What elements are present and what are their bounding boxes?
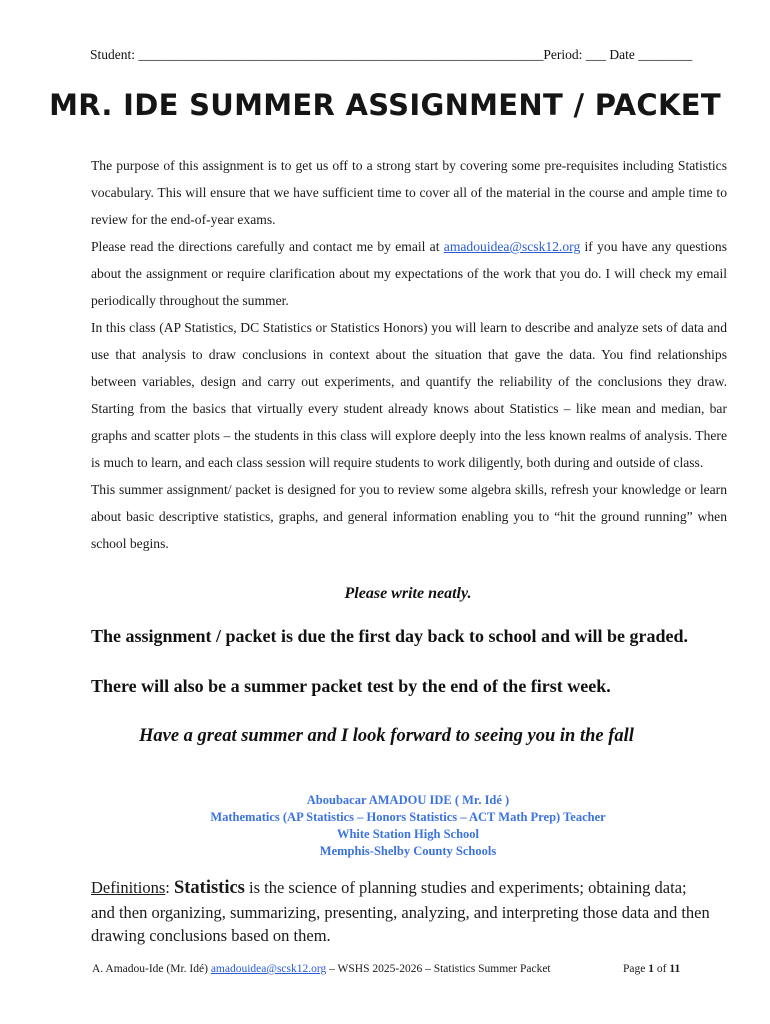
page-footer xyxy=(92,963,692,975)
page-current: 1 xyxy=(648,963,654,975)
due-date-notice: The assignment / packet is due the first day back to school and will be graded. xyxy=(91,626,689,646)
footer-author: A. Amadou-Ide (Mr. Idé) xyxy=(92,963,211,975)
footer-course: – WSHS 2025-2026 – Statistics Summer Packet xyxy=(326,963,551,975)
write-neatly-note: Please write neatly. xyxy=(344,585,472,602)
intro-body xyxy=(91,152,727,557)
definition-term: Statistics xyxy=(173,878,245,898)
teacher-name: Aboubacar AMADOU IDE ( Mr. Idé ) xyxy=(306,793,510,807)
page-of: of xyxy=(653,963,670,975)
footer-email-link[interactable]: amadouidea@scsk12.org xyxy=(210,963,327,975)
definition-text: is the science of planning studies and experiments; obtaining data; and then organizing, summarizing, presenting, analyzing, and interpreting those data and then drawing conclusions based on them. xyxy=(91,878,710,945)
purpose-paragraph: The purpose of this assignment is to get us off to a strong start by covering some pre-requisites including Statistics vocabulary. This will ensure that we have sufficient time to cover all of the material in the course and ample time to review for the end-of-year exams. xyxy=(91,158,727,227)
teacher-email-link[interactable]: amadouidea@scsk12.org xyxy=(443,239,581,254)
teacher-role: Mathematics (AP Statistics – Honors Statistics – ACT Math Prep) Teacher xyxy=(210,810,606,824)
definitions-colon: : xyxy=(165,878,174,897)
packet-purpose-paragraph: This summer assignment/ packet is designed for you to review some algebra skills, refresh your knowledge or learn about basic descriptive statistics, graphs, and general information enabling you to “hit the ground running” when school begins. xyxy=(91,482,727,551)
page-total: 11 xyxy=(669,963,681,975)
contact-text-before: Please read the directions carefully and contact me by email at xyxy=(91,239,444,254)
contact-text-after: if you have any questions about the assignment or require clarification about my expectations of the work that you do. I will check my email periodically throughout the summer. xyxy=(91,239,727,308)
page-number xyxy=(623,963,680,975)
district-name: Memphis-Shelby County Schools xyxy=(319,844,497,858)
teacher-signature xyxy=(0,792,770,860)
definitions-section xyxy=(91,876,711,948)
student-info-line: Student: ____________________________________________________________Period: ___ Date ________ xyxy=(90,47,693,62)
school-name: White Station High School xyxy=(336,827,480,841)
definitions-label: Definitions xyxy=(91,878,166,897)
page-title: MR. IDE SUMMER ASSIGNMENT / PACKET xyxy=(49,88,721,122)
course-description-paragraph: In this class (AP Statistics, DC Statistics or Statistics Honors) you will learn to describe and analyze sets of data and use that analysis to draw conclusions in context about the situation that gave the data. You find relationships between variables, design and carry out experiments, and quantify the reliability of the conclusions they draw. Starting from the basics that virtually every student already knows about Statistics – like mean and median, bar graphs and scatter plots – the students in this class will explore deeply into the less known realms of analysis. There is much to learn, and each class session will require students to work diligently, both during and outside of class. xyxy=(91,320,727,470)
packet-test-notice: There will also be a summer packet test by the end of the first week. xyxy=(91,676,611,696)
page-prefix: Page xyxy=(623,963,649,975)
contact-paragraph xyxy=(91,233,727,314)
summer-greeting: Have a great summer and I look forward to seeing you in the fall xyxy=(139,726,634,746)
